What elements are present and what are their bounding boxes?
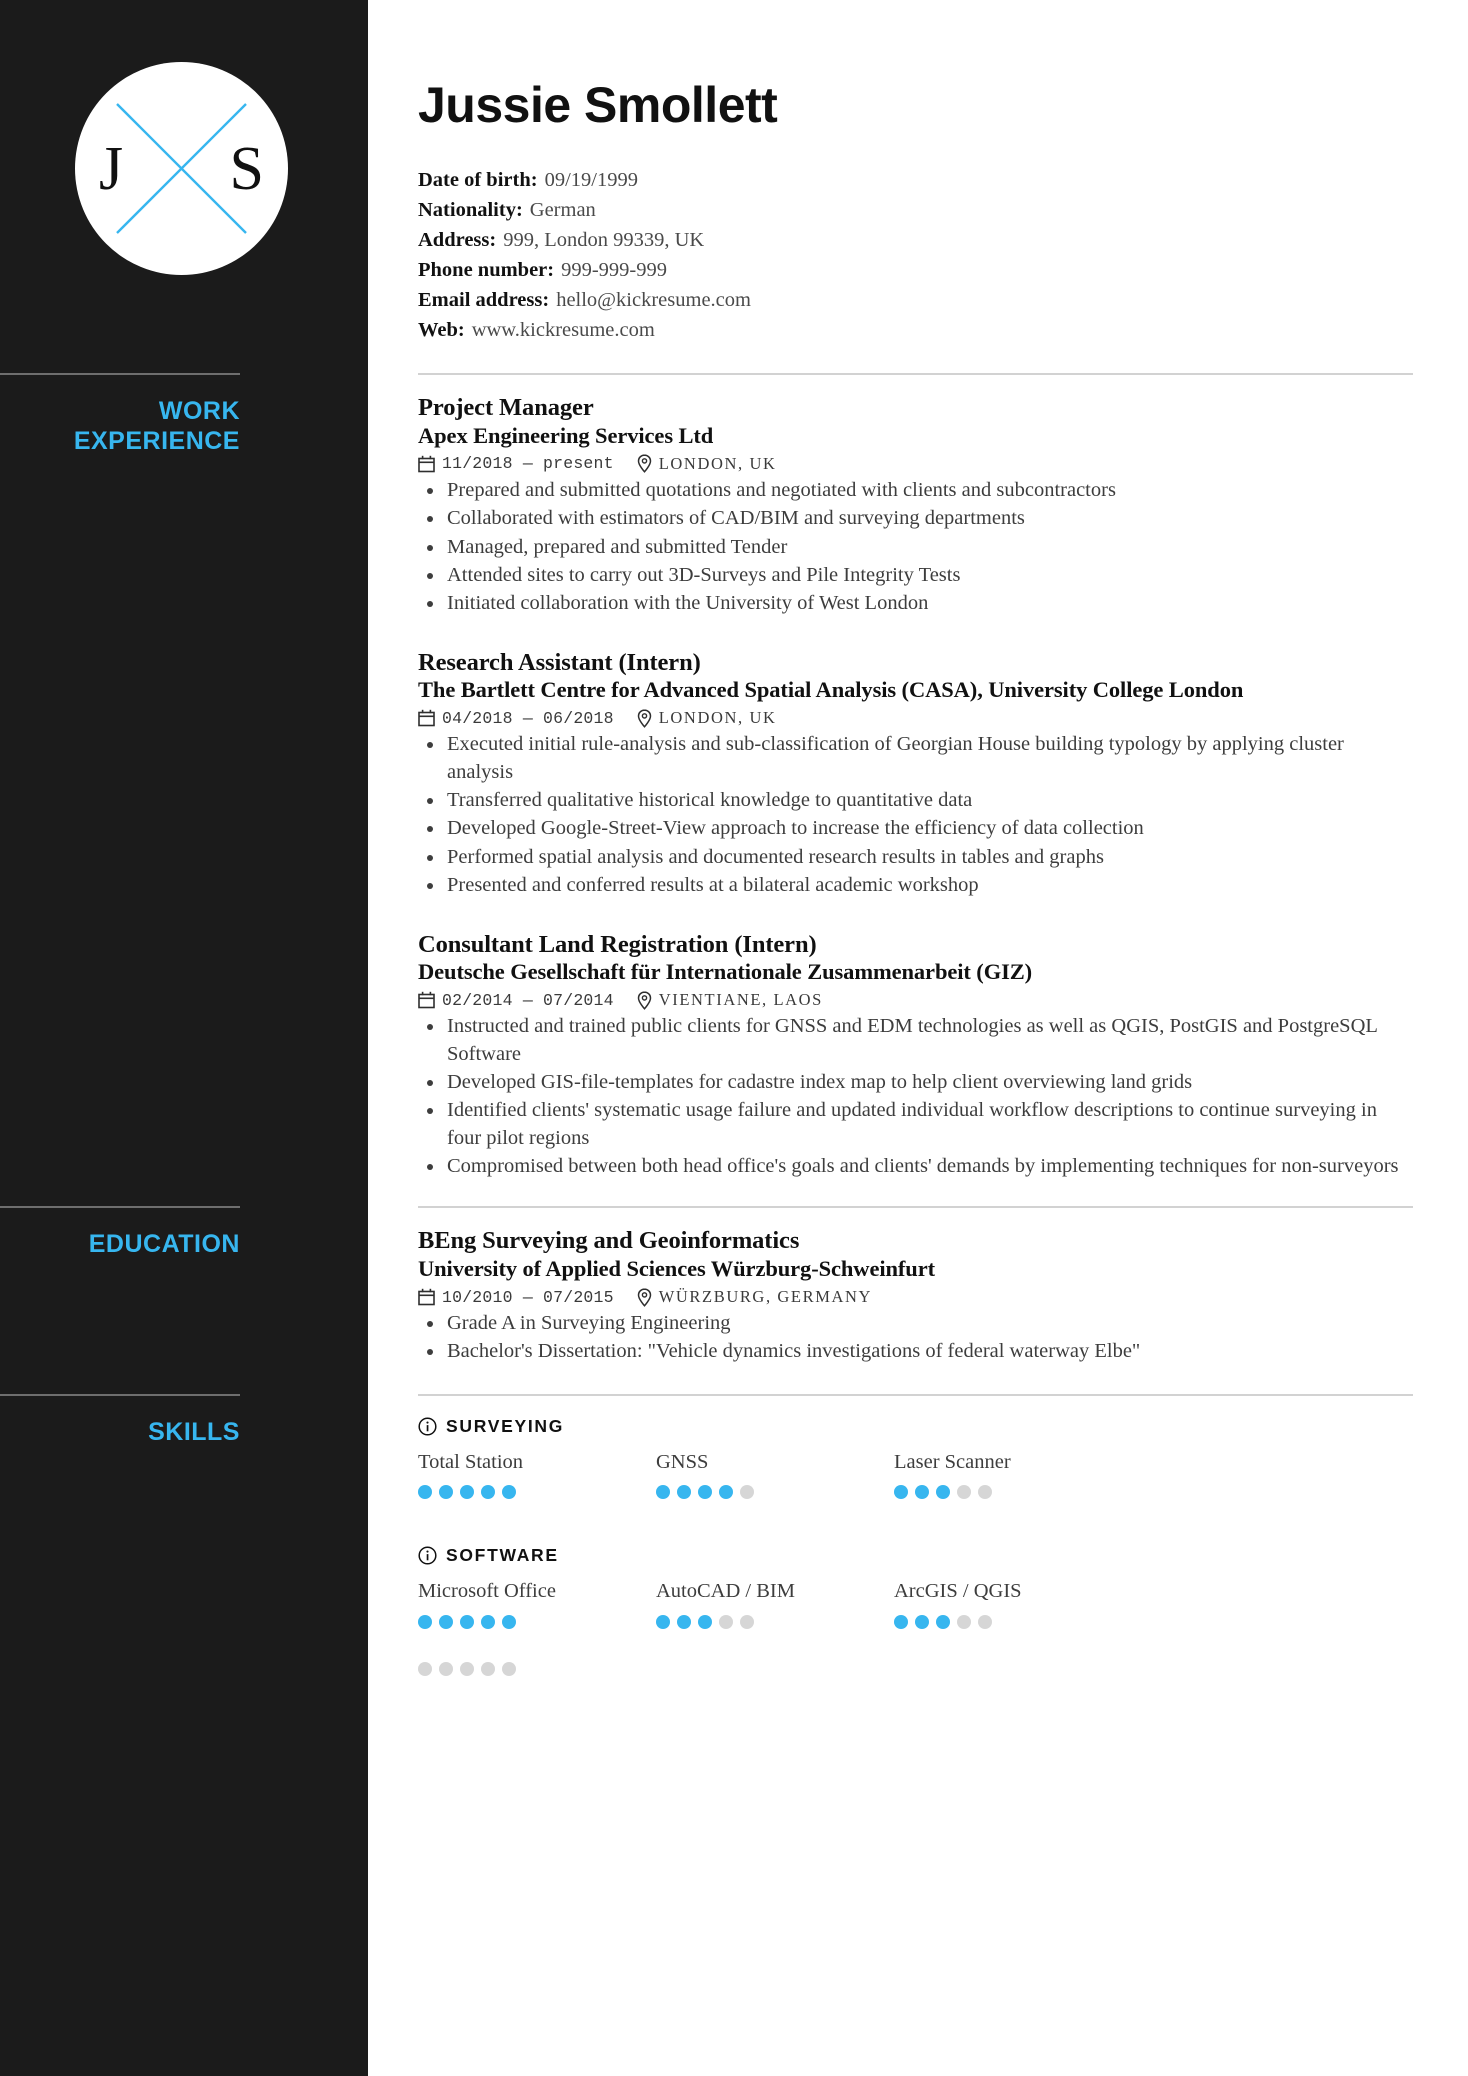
job-date: 11/2018 — present: [442, 454, 614, 474]
contact-label: Phone number:: [418, 259, 555, 282]
sidebar-heading-education: EDUCATION: [88, 1230, 240, 1259]
contact-row: [418, 255, 1413, 285]
skill-rating: [418, 1615, 656, 1629]
skill-name: Laser Scanner: [894, 1450, 1011, 1473]
job-bullet: Prepared and submitted quotations and negotiated with clients and subcontractors: [418, 477, 1413, 504]
skill-group-header: [418, 1416, 1413, 1437]
job-bullet: Attended sites to carry out 3D-Surveys and Pile Integrity Tests: [418, 562, 1413, 589]
job-bullet: Managed, prepared and submitted Tender: [418, 534, 1413, 561]
job-date: 02/2014 — 07/2014: [442, 990, 614, 1010]
sidebar-heading-work: WORK EXPERIENCE: [73, 397, 240, 455]
rating-dot: [936, 1615, 950, 1629]
contact-label: Date of birth:: [418, 169, 538, 191]
sidebar-section-education: [0, 1206, 368, 1260]
education-entry: [418, 1226, 1413, 1365]
education-organization: University of Applied Sciences Würzburg-Schweinfurt: [418, 1255, 935, 1281]
education-section: [418, 1208, 1413, 1365]
job-organization: Apex Engineering Services Ltd: [418, 422, 714, 448]
work-experience-section: [418, 375, 1413, 1180]
rating-dot: [894, 1615, 908, 1629]
skill-group-header: [418, 1545, 1413, 1566]
job-bullet-list: [418, 1013, 1413, 1180]
rating-dot: [740, 1485, 754, 1499]
skill-group: [418, 1545, 1413, 1629]
contact-value: 999-999-999: [561, 259, 668, 282]
job-date: 04/2018 — 06/2018: [442, 708, 614, 728]
location-pin-icon: [637, 454, 652, 473]
rating-dot: [502, 1615, 516, 1629]
rating-dot: [656, 1615, 670, 1629]
sidebar-divider: [0, 1206, 240, 1208]
info-icon: [418, 1417, 437, 1436]
location-pin-icon: [637, 709, 652, 728]
skill-rating: [418, 1662, 1413, 1676]
contact-label: Web:: [418, 319, 465, 342]
rating-dot: [957, 1485, 971, 1499]
rating-dot: [439, 1662, 453, 1676]
job-bullet: Performed spatial analysis and documented research results in tables and graphs: [418, 844, 1413, 871]
job-bullet-list: [418, 477, 1413, 618]
skill-rating: [656, 1485, 894, 1499]
job-title: Project Manager: [418, 394, 594, 422]
skills-section: [418, 1396, 1413, 1676]
job-bullet: Executed initial rule-analysis and sub-classification of Georgian House building typology by applying cluster analysis: [418, 731, 1413, 786]
empty-skill-rating: [418, 1662, 1413, 1676]
job-location: LONDON, UK: [658, 708, 777, 728]
rating-dot: [978, 1615, 992, 1629]
rating-dot: [418, 1615, 432, 1629]
skill-group: [418, 1416, 1413, 1500]
contact-label: Email address:: [418, 289, 550, 312]
skill-item: [418, 1450, 656, 1500]
rating-dot: [915, 1615, 929, 1629]
rating-dot: [502, 1662, 516, 1676]
job-organization: The Bartlett Centre for Advanced Spatial Analysis (CASA), University College London: [418, 677, 1244, 703]
skill-item: [656, 1450, 894, 1500]
rating-dot: [894, 1485, 908, 1499]
rating-dot: [957, 1615, 971, 1629]
job-title: Research Assistant (Intern): [418, 648, 701, 676]
education-location: WÜRZBURG, GERMANY: [658, 1287, 873, 1307]
rating-dot: [656, 1485, 670, 1499]
calendar-icon: [418, 709, 435, 727]
education-meta: [418, 1287, 1413, 1307]
contact-value: hello@kickresume.com: [556, 289, 751, 312]
rating-dot: [481, 1662, 495, 1676]
job-bullet: Identified clients' systematic usage failure and updated individual workflow descriptions to continue surveying in four pilot regions: [418, 1097, 1413, 1152]
education-bullet: Bachelor's Dissertation: "Vehicle dynamics investigations of federal waterway Elbe": [418, 1338, 1413, 1365]
contact-label: Address:: [418, 229, 497, 252]
rating-dot: [677, 1485, 691, 1499]
rating-dot: [439, 1615, 453, 1629]
skill-rating: [894, 1485, 1132, 1499]
rating-dot: [915, 1485, 929, 1499]
job-bullet: Compromised between both head office's goals and clients' demands by implementing techniques for non-surveyors: [418, 1153, 1413, 1180]
skill-name: GNSS: [656, 1450, 709, 1473]
calendar-icon: [418, 1288, 435, 1306]
education-bullet: Grade A in Surveying Engineering: [418, 1310, 1413, 1337]
sidebar-section-skills: [0, 1394, 368, 1448]
education-date: 10/2010 — 07/2015: [442, 1287, 614, 1307]
contact-value: 09/19/1999: [544, 169, 638, 191]
contact-row: [418, 315, 1413, 345]
contact-value: www.kickresume.com: [471, 319, 655, 342]
skill-item: [894, 1579, 1132, 1629]
skill-group-label: SURVEYING: [446, 1415, 565, 1436]
job-location: VIENTIANE, LAOS: [658, 990, 823, 1010]
contact-row: [418, 165, 1413, 195]
rating-dot: [978, 1485, 992, 1499]
rating-dot: [936, 1485, 950, 1499]
skill-item: [418, 1579, 656, 1629]
rating-dot: [698, 1615, 712, 1629]
rating-dot: [719, 1485, 733, 1499]
sidebar-divider: [0, 373, 240, 375]
sidebar-section-work-experience: [0, 373, 368, 456]
job-bullet: Transferred qualitative historical knowledge to quantitative data: [418, 787, 1413, 814]
skill-item: [894, 1450, 1132, 1500]
rating-dot: [460, 1662, 474, 1676]
contact-row: [418, 195, 1413, 225]
skill-name: Microsoft Office: [418, 1580, 556, 1603]
skill-name: Total Station: [418, 1450, 524, 1473]
rating-dot: [460, 1615, 474, 1629]
skill-rating: [418, 1485, 656, 1499]
job-bullet: Instructed and trained public clients for GNSS and EDM technologies as well as QGIS, PostGIS and PostgreSQL Software: [418, 1013, 1413, 1068]
job-bullet: Collaborated with estimators of CAD/BIM and surveying departments: [418, 505, 1413, 532]
page-title: Jussie Smollett: [418, 77, 778, 133]
logo-initial-first: J: [99, 134, 124, 203]
contact-value: German: [529, 199, 596, 222]
rating-dot: [481, 1485, 495, 1499]
contact-row: [418, 285, 1413, 315]
sidebar-divider: [0, 1394, 240, 1396]
main-content: [368, 0, 1468, 2076]
rating-dot: [502, 1485, 516, 1499]
calendar-icon: [418, 455, 435, 473]
job-organization: Deutsche Gesellschaft für Internationale Zusammenarbeit (GIZ): [418, 958, 1033, 984]
job-meta: [418, 708, 1413, 728]
job-bullet: Presented and conferred results at a bilateral academic workshop: [418, 872, 1413, 899]
job-bullet: Initiated collaboration with the University of West London: [418, 590, 1413, 617]
job-meta: [418, 990, 1413, 1010]
job-bullet: Developed Google-Street-View approach to increase the efficiency of data collection: [418, 815, 1413, 842]
sidebar: [0, 0, 368, 2076]
skill-group-label: SOFTWARE: [446, 1545, 559, 1566]
calendar-icon: [418, 991, 435, 1009]
job-entry: [418, 648, 1413, 900]
skill-name: ArcGIS / QGIS: [894, 1580, 1022, 1603]
rating-dot: [460, 1485, 474, 1499]
location-pin-icon: [637, 1288, 652, 1307]
monogram-logo: [75, 62, 288, 275]
job-entry: [418, 393, 1413, 618]
sidebar-heading-skills: SKILLS: [148, 1417, 240, 1446]
rating-dot: [677, 1615, 691, 1629]
logo-initial-last: S: [229, 134, 264, 203]
skill-columns: [418, 1579, 1413, 1629]
education-title: BEng Surveying and Geoinformatics: [418, 1227, 800, 1255]
education-bullet-list: [418, 1310, 1413, 1366]
rating-dot: [418, 1485, 432, 1499]
job-bullet: Developed GIS-file-templates for cadastre index map to help client overviewing land grids: [418, 1069, 1413, 1096]
rating-dot: [481, 1615, 495, 1629]
contact-value: 999, London 99339, UK: [503, 229, 705, 252]
contact-label: Nationality:: [418, 199, 523, 222]
job-entry: [418, 930, 1413, 1181]
job-meta: [418, 454, 1413, 474]
job-title: Consultant Land Registration (Intern): [418, 930, 817, 958]
skill-name: AutoCAD / BIM: [656, 1580, 795, 1603]
job-bullet-list: [418, 731, 1413, 899]
info-icon: [418, 1546, 437, 1565]
rating-dot: [439, 1485, 453, 1499]
skill-columns: [418, 1450, 1413, 1500]
contact-row: [418, 225, 1413, 255]
contact-details: [418, 165, 1413, 345]
skill-rating: [656, 1615, 894, 1629]
rating-dot: [418, 1662, 432, 1676]
skill-item: [656, 1579, 894, 1629]
rating-dot: [719, 1615, 733, 1629]
job-location: LONDON, UK: [658, 453, 777, 473]
rating-dot: [740, 1615, 754, 1629]
location-pin-icon: [637, 991, 652, 1010]
skill-rating: [894, 1615, 1132, 1629]
rating-dot: [698, 1485, 712, 1499]
